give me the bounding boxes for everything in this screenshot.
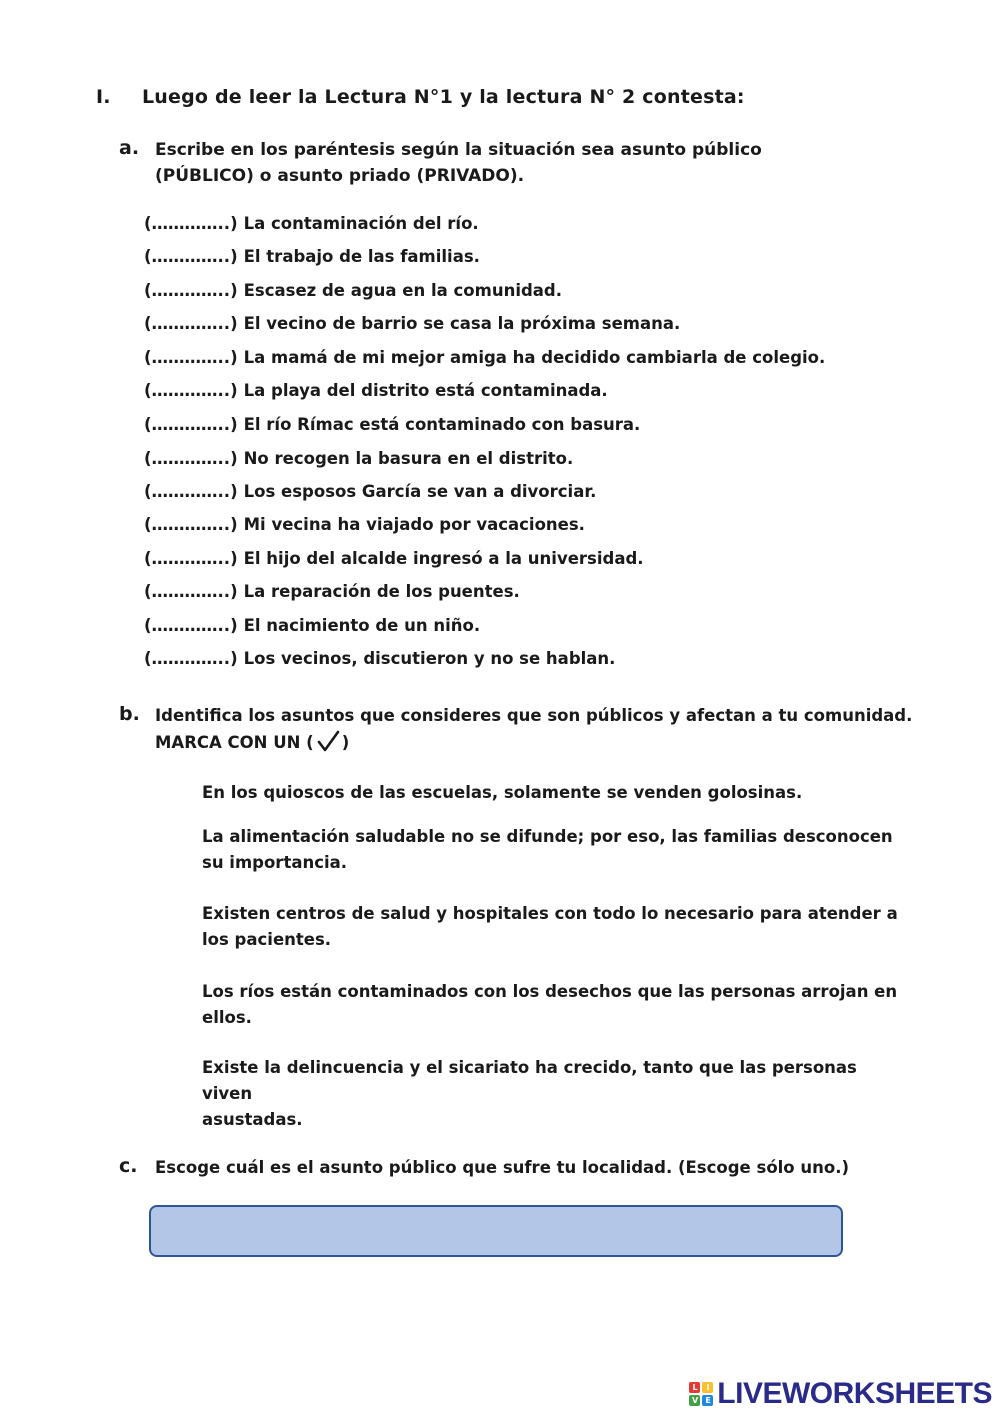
option-line2: los pacientes. <box>202 930 332 949</box>
logo-letter: V <box>689 1395 700 1406</box>
part-c-letter: c. <box>119 1155 138 1177</box>
option-line2: su importancia. <box>202 853 348 872</box>
option-item[interactable] <box>202 901 912 953</box>
item-text: No recogen la basura en el distrito. <box>243 449 574 468</box>
part-b-instruction-line1: Identifica los asuntos que consideres que son públicos y afectan a tu comunidad. <box>155 706 913 725</box>
section-title: Luego de leer la Lectura N°1 y la lectura N° 2 contesta: <box>142 86 745 108</box>
answer-blank[interactable]: (…………..) <box>144 616 238 635</box>
list-item <box>144 246 480 268</box>
section-heading <box>96 86 745 108</box>
answer-blank[interactable]: (…………..) <box>144 482 238 501</box>
item-text: El trabajo de las familias. <box>243 247 480 266</box>
option-line2: ellos. <box>202 1008 252 1027</box>
answer-blank[interactable]: (…………..) <box>144 381 238 400</box>
answer-blank[interactable]: (…………..) <box>144 649 238 668</box>
part-a-instruction <box>155 137 762 189</box>
item-text: Los vecinos, discutieron y no se hablan. <box>243 649 616 668</box>
logo-letter: E <box>702 1395 713 1406</box>
list-item <box>144 514 585 536</box>
part-a-instruction-line1: Escribe en los paréntesis según la situación sea asunto público <box>155 140 762 160</box>
option-line1: Existe la delincuencia y el sicariato ha crecido, tanto que las personas viven <box>202 1058 857 1103</box>
answer-blank[interactable]: (…………..) <box>144 415 238 434</box>
item-text: La mamá de mi mejor amiga ha decidido cambiarla de colegio. <box>243 348 826 367</box>
part-b-instruction-suffix: ) <box>341 733 350 752</box>
answer-blank[interactable]: (…………..) <box>144 449 238 468</box>
part-b-letter: b. <box>119 703 140 725</box>
item-text: El nacimiento de un niño. <box>243 616 481 635</box>
part-b-instruction <box>155 703 912 761</box>
list-item <box>144 313 680 335</box>
answer-blank[interactable]: (…………..) <box>144 549 238 568</box>
option-item[interactable] <box>202 979 912 1031</box>
option-line2: asustadas. <box>202 1110 303 1129</box>
option-line1: Los ríos están contaminados con los desechos que las personas arrojan en <box>202 982 898 1001</box>
answer-blank[interactable]: (…………..) <box>144 214 238 233</box>
answer-blank[interactable]: (…………..) <box>144 515 238 534</box>
logo-grid-icon <box>689 1382 713 1406</box>
list-item <box>144 481 596 503</box>
checkmark-icon <box>316 729 340 761</box>
logo-letter: L <box>689 1382 700 1393</box>
item-text: El vecino de barrio se casa la próxima semana. <box>243 314 681 333</box>
brand-name: LIVEWORKSHEETS <box>717 1377 992 1410</box>
list-item <box>144 414 640 436</box>
list-item <box>144 548 644 570</box>
answer-blank[interactable]: (…………..) <box>144 247 238 266</box>
list-item <box>144 581 520 603</box>
list-item <box>144 213 479 235</box>
option-item[interactable] <box>202 1055 912 1133</box>
answer-blank[interactable]: (…………..) <box>144 281 238 300</box>
part-a-instruction-line2: (PÚBLICO) o asunto priado (PRIVADO). <box>155 166 525 186</box>
answer-blank[interactable]: (…………..) <box>144 314 238 333</box>
item-text: El hijo del alcalde ingresó a la universidad. <box>243 549 644 568</box>
list-item <box>144 615 480 637</box>
part-a-letter: a. <box>119 137 140 159</box>
item-text: La reparación de los puentes. <box>243 582 520 601</box>
option-line1: Existen centros de salud y hospitales con todo lo necesario para atender a <box>202 904 898 923</box>
answer-input-box[interactable] <box>149 1205 843 1257</box>
option-item[interactable] <box>202 780 912 806</box>
liveworksheets-logo <box>689 1377 992 1411</box>
item-text: Los esposos García se van a divorciar. <box>243 482 597 501</box>
list-item <box>144 380 608 402</box>
logo-letter: I <box>702 1382 713 1393</box>
list-item <box>144 648 615 670</box>
item-text: La playa del distrito está contaminada. <box>243 381 608 400</box>
part-b-instruction-prefix: MARCA CON UN ( <box>155 733 314 752</box>
answer-blank[interactable]: (…………..) <box>144 582 238 601</box>
section-number: I. <box>96 86 111 108</box>
option-line1: En los quioscos de las escuelas, solamente se venden golosinas. <box>202 783 803 802</box>
item-text: Escasez de agua en la comunidad. <box>243 281 563 300</box>
list-item <box>144 448 573 470</box>
list-item <box>144 280 562 302</box>
option-item[interactable] <box>202 824 912 876</box>
answer-blank[interactable]: (…………..) <box>144 348 238 367</box>
list-item <box>144 347 825 369</box>
part-b-instruction-line2 <box>155 729 912 761</box>
item-text: La contaminación del río. <box>243 214 479 233</box>
option-line1: La alimentación saludable no se difunde; por eso, las familias desconocen <box>202 827 893 846</box>
part-c-instruction: Escoge cuál es el asunto público que sufre tu localidad. (Escoge sólo uno.) <box>155 1158 850 1177</box>
item-text: Mi vecina ha viajado por vacaciones. <box>243 515 585 534</box>
item-text: El río Rímac está contaminado con basura. <box>243 415 641 434</box>
